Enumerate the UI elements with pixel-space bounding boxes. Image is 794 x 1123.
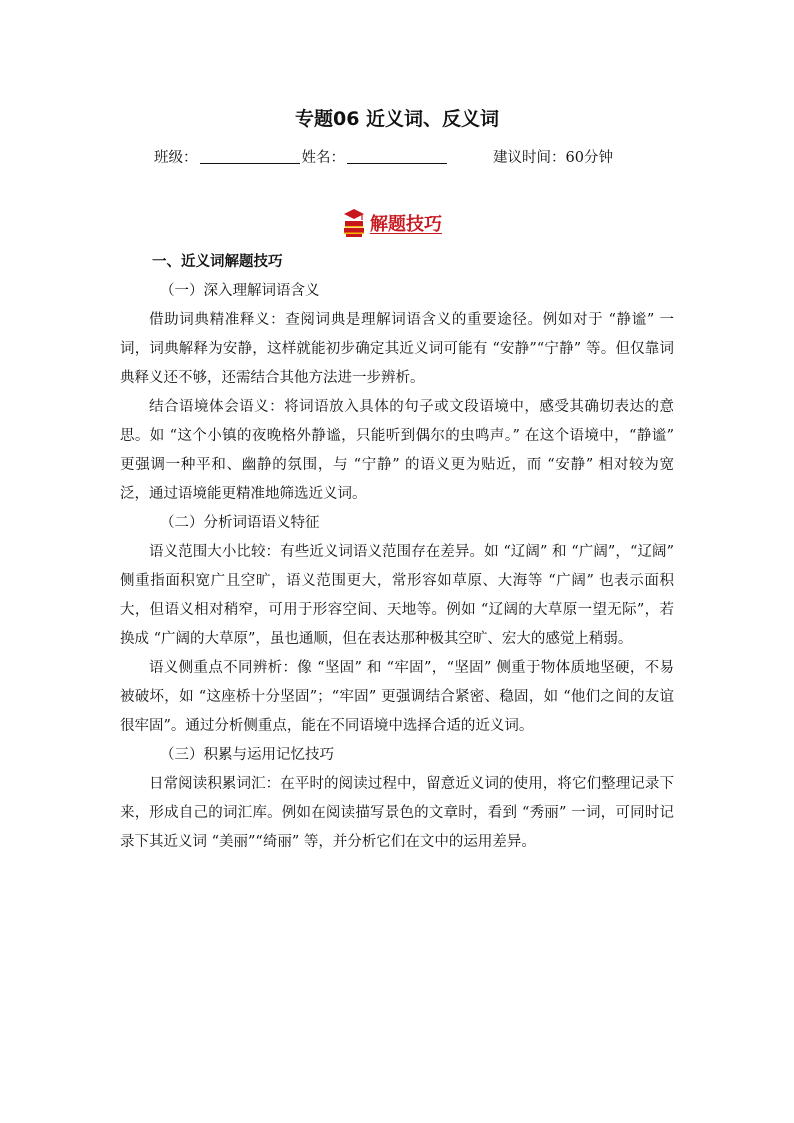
paragraph: 借助词典精准释义：查阅词典是理解词语含义的重要途径。例如对于 “静谧” 一词，词典解释为安静，这样就能初步确定其近义词可能有 “安静”“宁静” 等。但仅靠词典释义还不够，还需结合其他方法进一步辨析。 [120,312,674,386]
paragraph: 语义范围大小比较：有些近义词语义范围存在差异。如 “辽阔” 和 “广阔”，“辽阔” 侧重指面积宽广且空旷，语义范围更大，常形容如草原、大海等 “广阔” 也表示面积大，但语义相对稍窄，可用于形容空间、天地等。例如 “辽阔的大草原一望无际”，若换成 “广阔的大草原”，虽也通顺，但在表达那种极其空旷、宏大的感觉上稍弱。 [120,544,674,647]
suggested-time: 建议时间：60分钟 [493,150,613,166]
meta-line [154,146,674,167]
name-blank [347,163,447,164]
banner-label: 解题技巧 [370,214,442,235]
name-label: 姓名： [301,150,345,166]
paragraph: 结合语境体会语义：将词语放入具体的句子或文段语境中，感受其确切表达的意思。如 “这个小镇的夜晚格外静谧，只能听到偶尔的虫鸣声。” 在这个语境中，“静谧” 更强调一种平和、幽静的氛围，与 “宁静” 的语义更为贴近，而 “安静” 相对较为宽泛，通过语境能更精准地筛选近义词。 [120,399,674,502]
subsection-heading: （二）分析词语语义特征 [160,515,320,531]
class-label: 班级： [154,150,198,166]
subsection-heading: （三）积累与运用记忆技巧 [160,747,334,763]
class-blank [200,163,300,164]
page-title: 专题06 近义词、反义词 [294,108,500,130]
section-heading: 一、近义词解题技巧 [152,254,283,270]
paragraph: 日常阅读积累词汇：在平时的阅读过程中，留意近义词的使用，将它们整理记录下来，形成自己的词汇库。例如在阅读描写景色的文章时，看到 “秀丽” 一词，可同时记录下其近义词 “美丽”“绮丽” 等，并分析它们在文中的运用差异。 [120,776,674,850]
books-icon [342,208,366,238]
content-body [120,248,674,857]
section-banner [342,208,442,238]
paragraph: 语义侧重点不同辨析：像 “坚固” 和 “牢固”，“坚固” 侧重于物体质地坚硬，不易被破坏，如 “这座桥十分坚固”；“牢固” 更强调结合紧密、稳固，如 “他们之间的友谊很牢固”。通过分析侧重点，能在不同语境中选择合适的近义词。 [120,660,674,734]
subsection-heading: （一）深入理解词语含义 [160,283,320,299]
